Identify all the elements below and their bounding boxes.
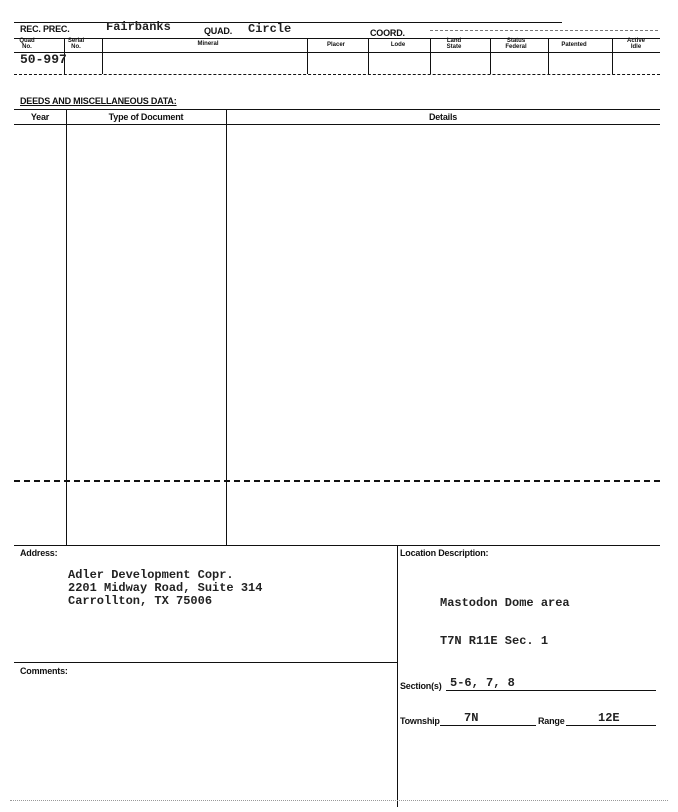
sections-label: Section(s) (400, 681, 442, 691)
sections-value: 5-6, 7, 8 (450, 676, 515, 690)
address-line-1: Adler Development Copr. (68, 568, 234, 582)
range-label: Range (538, 716, 565, 726)
rec-prec-value: Fairbanks (106, 20, 171, 34)
deeds-section-title: DEEDS AND MISCELLANEOUS DATA: (20, 96, 177, 106)
quad-no-label: Quad No. (19, 38, 35, 50)
location-area: Mastodon Dome area (440, 596, 570, 610)
address-line-2: 2201 Midway Road, Suite 314 (68, 581, 263, 595)
address-label: Address: (20, 548, 58, 558)
active-idle-label: Active Idle (626, 38, 645, 50)
col-type-label: Type of Document (108, 112, 184, 122)
township-value: 7N (464, 711, 479, 725)
lode-label: Lode (390, 42, 406, 48)
township-label: Township (400, 716, 440, 726)
land-state-label: Land State (446, 38, 462, 50)
address-line-3: Carrollton, TX 75006 (68, 594, 213, 608)
location-legal: T7N R11E Sec. 1 (440, 634, 549, 648)
serial-no-label: Serial No. (67, 38, 85, 50)
rec-prec-label: REC. PREC. (20, 24, 70, 34)
quad-value: Circle (248, 22, 292, 36)
placer-label: Placer (326, 42, 345, 48)
coord-label: COORD. (370, 28, 405, 38)
mineral-label: Mineral (197, 41, 219, 47)
col-details-label: Details (428, 112, 458, 122)
location-label: Location Description: (400, 548, 489, 558)
col-year-label: Year (30, 112, 50, 122)
status-federal-label: Status Federal (505, 38, 527, 50)
range-value: 12E (598, 711, 620, 725)
quad-label: QUAD. (204, 26, 232, 36)
patented-label: Patented (561, 42, 587, 48)
record-number: 50-997 (20, 52, 67, 67)
comments-label: Comments: (20, 666, 68, 676)
